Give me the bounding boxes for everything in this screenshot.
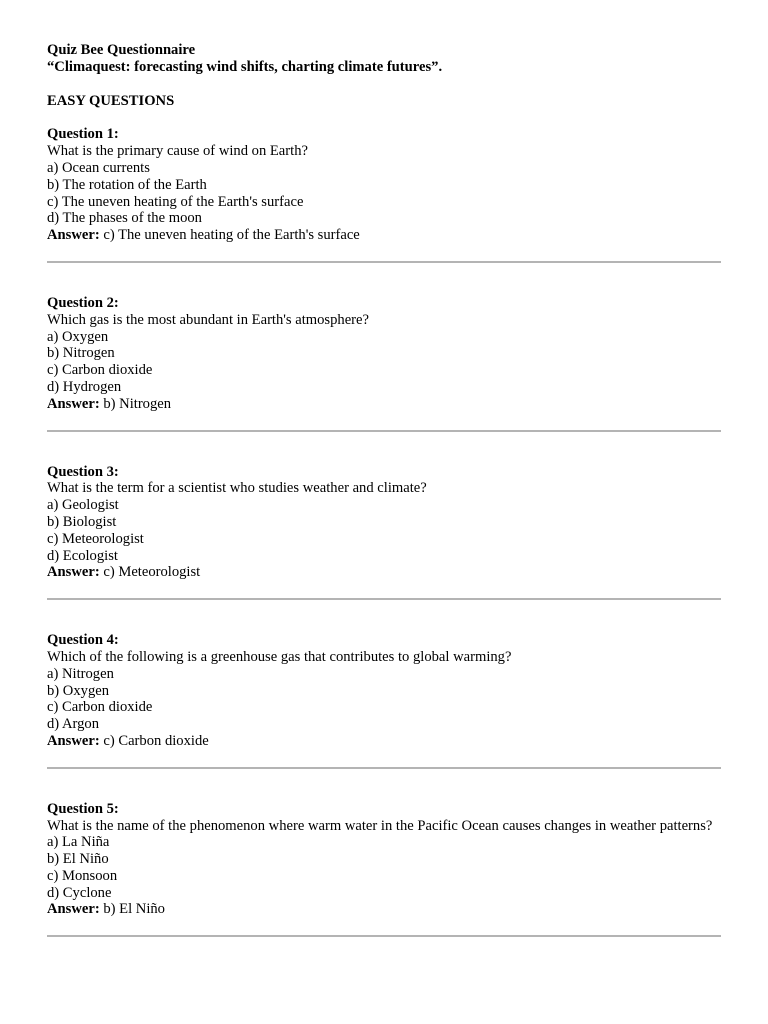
answer-label: Answer: — [47, 901, 100, 918]
option-c: c) The uneven heating of the Earth's surface — [47, 193, 304, 210]
option-a: a) Oxygen — [47, 328, 109, 345]
option-a: a) La Niña — [47, 834, 110, 851]
question-text: Which gas is the most abundant in Earth's atmosphere? — [47, 311, 369, 328]
answer-label: Answer: — [47, 395, 100, 412]
option-a: a) Ocean currents — [47, 159, 150, 176]
option-a: a) Nitrogen — [47, 665, 114, 682]
question-label: Question 5: — [47, 800, 119, 817]
option-c: c) Carbon dioxide — [47, 362, 153, 379]
answer-line — [47, 901, 723, 918]
question-label: Question 4: — [47, 632, 119, 649]
option-b: b) El Niño — [47, 851, 109, 868]
option-b: b) Oxygen — [47, 682, 110, 699]
section-heading: EASY QUESTIONS — [47, 92, 175, 109]
option-a: a) Geologist — [47, 497, 119, 514]
answer-label: Answer: — [47, 732, 100, 749]
answer-text: b) Nitrogen — [103, 395, 172, 412]
question-block-3 — [47, 464, 723, 601]
option-d: d) Argon — [47, 716, 100, 733]
question-text: Which of the following is a greenhouse gas that contributes to global warming? — [47, 648, 512, 665]
question-block-5 — [47, 801, 723, 938]
option-b: b) Biologist — [47, 513, 117, 530]
answer-text: c) Meteorologist — [103, 564, 201, 581]
option-c: c) Meteorologist — [47, 530, 144, 547]
question-text: What is the name of the phenomenon where warm water in the Pacific Ocean causes changes in weather patterns? — [47, 817, 713, 834]
question-block-1 — [47, 126, 723, 263]
divider — [47, 430, 721, 432]
option-c: c) Monsoon — [47, 867, 118, 884]
option-d: d) Ecologist — [47, 547, 118, 564]
answer-label: Answer: — [47, 227, 100, 244]
question-label: Question 3: — [47, 463, 119, 480]
option-b: b) The rotation of the Earth — [47, 176, 207, 193]
question-block-4 — [47, 632, 723, 769]
divider — [47, 598, 721, 600]
document-title: Quiz Bee Questionnaire — [47, 42, 196, 58]
answer-line — [47, 227, 723, 244]
document-subtitle: “Climaquest: forecasting wind shifts, charting climate futures”. — [47, 58, 443, 75]
answer-text: c) The uneven heating of the Earth's surface — [103, 227, 360, 244]
divider — [47, 767, 721, 769]
question-text: What is the term for a scientist who studies weather and climate? — [47, 480, 427, 497]
option-c: c) Carbon dioxide — [47, 699, 153, 716]
option-d: d) The phases of the moon — [47, 210, 202, 227]
divider — [47, 261, 721, 263]
question-block-2 — [47, 295, 723, 432]
answer-line — [47, 564, 723, 581]
answer-line — [47, 396, 723, 413]
question-text: What is the primary cause of wind on Earth? — [47, 143, 308, 160]
answer-text: c) Carbon dioxide — [103, 732, 209, 749]
document-page — [47, 42, 723, 969]
option-d: d) Hydrogen — [47, 378, 122, 395]
divider — [47, 935, 721, 937]
answer-text: b) El Niño — [103, 901, 165, 918]
question-label: Question 2: — [47, 294, 119, 311]
option-b: b) Nitrogen — [47, 345, 115, 362]
answer-label: Answer: — [47, 564, 100, 581]
question-label: Question 1: — [47, 126, 119, 143]
answer-line — [47, 733, 723, 750]
option-d: d) Cyclone — [47, 884, 112, 901]
